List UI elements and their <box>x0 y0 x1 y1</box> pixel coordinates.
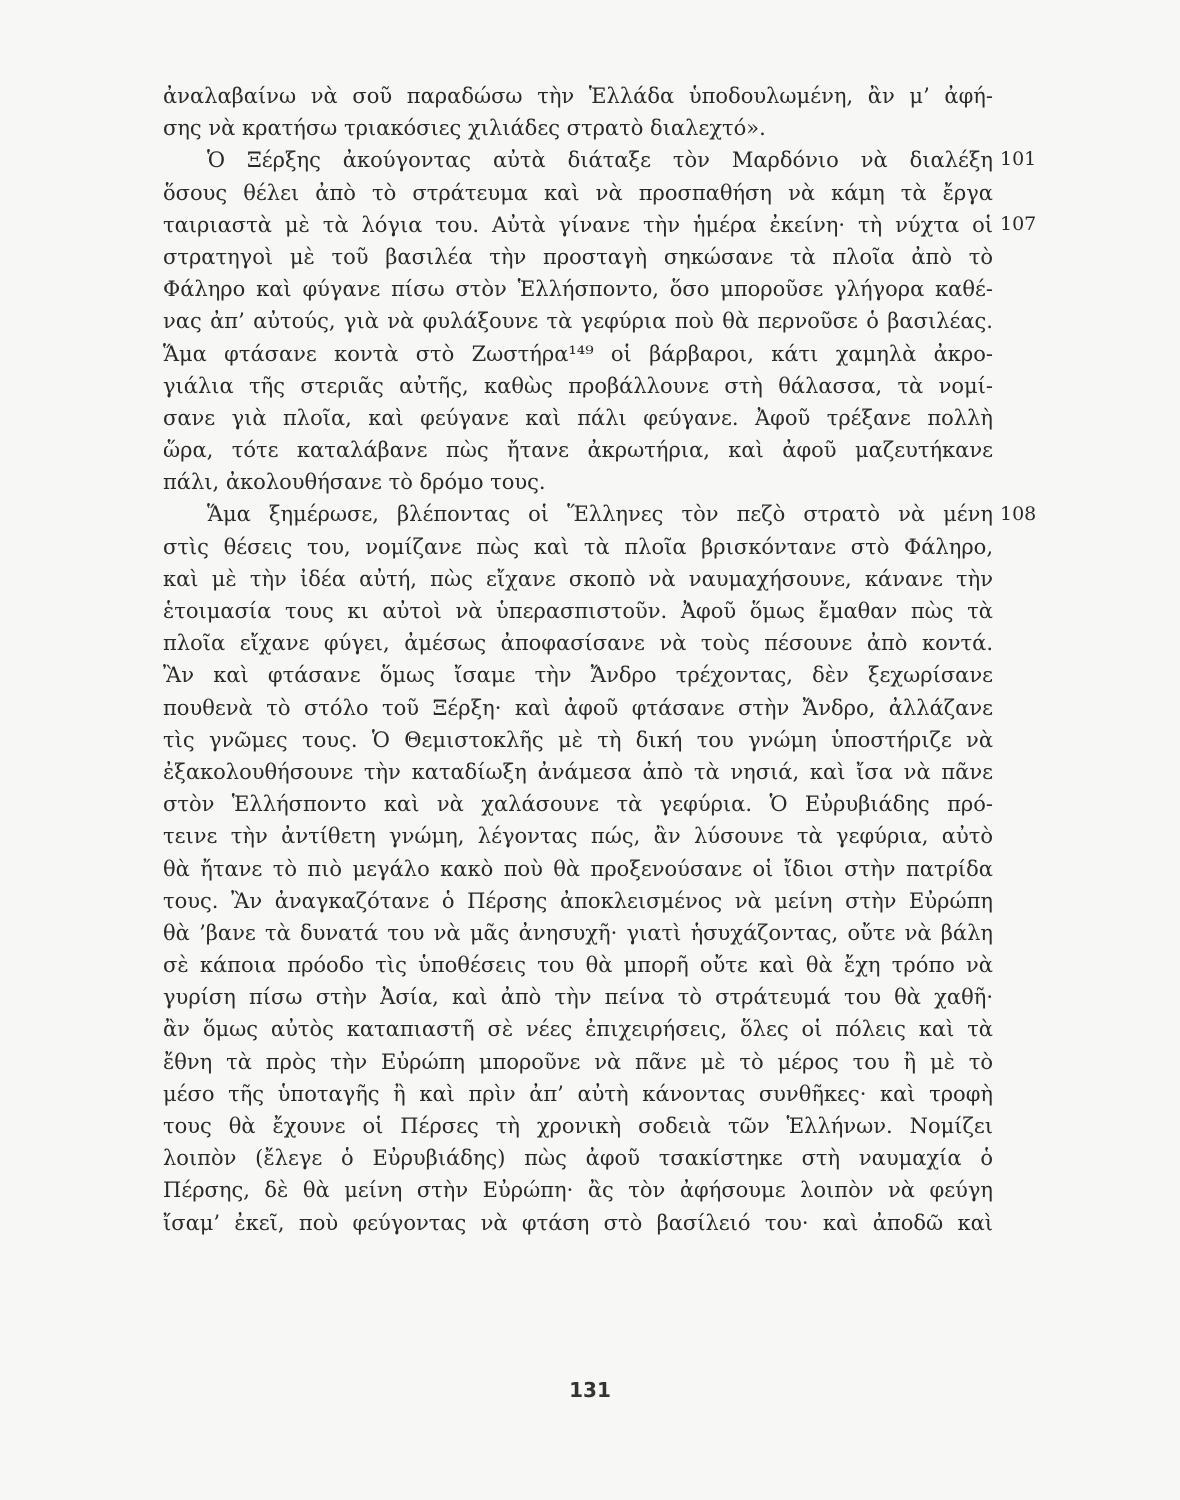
text-line: γυρίση πίσω στὴν Ἀσία, καὶ ἀπὸ τὴν πείνα τὸ στράτευμά του θὰ χαθῆ· <box>163 985 993 1010</box>
text-line: πάλι, ἀκολουθήσανε τὸ δρόμο τους. <box>163 470 546 495</box>
text-line: τὶς γνῶμες τους. Ὁ Θεμιστοκλῆς μὲ τὴ δική του γνώμη ὑποστήριζε νὰ <box>163 727 993 752</box>
text-line: ἂν ὅμως αὐτὸς καταπιαστῆ σὲ νέες ἐπιχειρήσεις, ὅλες οἱ πόλεις καὶ τὰ <box>163 1017 993 1042</box>
text-line: Ἂν καὶ φτάσανε ὅμως ἴσαμε τὴν Ἄνδρο τρέχοντας, δὲν ξεχωρίσανε <box>163 663 993 688</box>
text-line: ἔθνη τὰ πρὸς τὴν Εὐρώπη μποροῦνε νὰ πᾶνε μὲ τὸ μέρος του ἢ μὲ τὸ <box>163 1049 993 1074</box>
text-line: Φάληρο καὶ φύγανε πίσω στὸν Ἑλλήσποντο, ὅσο μποροῦσε γλήγορα καθέ- <box>163 277 993 302</box>
page-number: 131 <box>569 1378 611 1402</box>
text-line: Ἅμα ξημέρωσε, βλέποντας οἱ Ἕλληνες τὸν πεζὸ στρατὸ νὰ μένη <box>207 502 993 527</box>
text-line: τους θὰ ἔχουνε οἱ Πέρσες τὴ χρονικὴ σοδειὰ τῶν Ἑλλήνων. Νομίζει <box>163 1114 993 1138</box>
margin-number: 107 <box>1000 212 1037 235</box>
text-line: καὶ μὲ τὴν ἰδέα αὐτή, πὼς εἴχανε σκοπὸ νὰ ναυμαχήσουνε, κάνανε τὴν <box>163 566 993 591</box>
text-line: στρατηγοὶ μὲ τοῦ βασιλέα τὴν προσταγὴ σηκώσανε τὰ πλοῖα ἀπὸ τὸ <box>163 244 993 269</box>
body-text <box>163 80 993 1239</box>
text-line: στὶς θέσεις του, νομίζανε πὼς καὶ τὰ πλοῖα βρισκόντανε στὸ Φάληρο, <box>163 534 993 559</box>
margin-number: 101 <box>1000 148 1037 171</box>
text-line: πουθενὰ τὸ στόλο τοῦ Ξέρξη· καὶ ἀφοῦ φτάσανε στὴν Ἄνδρο, ἀλλάζανε <box>163 695 993 720</box>
margin-number: 108 <box>1000 502 1037 525</box>
text-line: στὸν Ἑλλήσποντο καὶ νὰ χαλάσουνε τὰ γεφύρια. Ὁ Εὐρυβιάδης πρό- <box>163 792 993 817</box>
text-line: ἐξακολουθήσουνε τὴν καταδίωξη ἀνάμεσα ἀπὸ τὰ νησιά, καὶ ἴσα νὰ πᾶνε <box>163 759 993 784</box>
text-line: τεινε τὴν ἀντίθετη γνώμη, λέγοντας πώς, ἂν λύσουνε τὰ γεφύρια, αὐτὸ <box>163 824 993 849</box>
text-line: ἴσαμ’ ἐκεῖ, ποὺ φεύγοντας νὰ φτάση στὸ βασίλειό του· καὶ ἀποδῶ καὶ <box>163 1210 993 1235</box>
text-line: Ἅμα φτάσανε κοντὰ στὸ Ζωστήρα¹⁴⁹ οἱ βάρβαροι, κάτι χαμηλὰ ἀκρο- <box>163 341 993 366</box>
text-line: ταιριαστὰ μὲ τὰ λόγια του. Αὐτὰ γίνανε τὴν ἡμέρα ἐκείνη· τὴ νύχτα οἱ <box>163 212 993 237</box>
text-line: τους. Ἂν ἀναγκαζότανε ὁ Πέρσης ἀποκλεισμένος νὰ μείνη στὴν Εὐρώπη <box>163 888 993 913</box>
text-line: ἀναλαβαίνω νὰ σοῦ παραδώσω τὴν Ἑλλάδα ὑποδουλωμένη, ἂν μ’ ἀφή- <box>163 84 993 108</box>
text-line: λοιπὸν (ἔλεγε ὁ Εὐρυβιάδης) πὼς ἀφοῦ τσακίστηκε στὴ ναυμαχία ὁ <box>163 1146 993 1171</box>
text-line: Ὁ Ξέρξης ἀκούγοντας αὐτὰ διάταξε τὸν Μαρδόνιο νὰ διαλέξη <box>207 148 993 173</box>
text-line: σης νὰ κρατήσω τριακόσιες χιλιάδες στρατὸ διαλεχτό». <box>163 116 766 141</box>
text-line: νας ἀπ’ αὐτούς, γιὰ νὰ φυλάξουνε τὰ γεφύρια ποὺ θὰ περνοῦσε ὁ βασιλέας. <box>163 309 993 334</box>
text-line: θὰ ’βανε τὰ δυνατά του νὰ μᾶς ἀνησυχῆ· γιατὶ ἡσυχάζοντας, οὔτε νὰ βάλη <box>163 920 993 945</box>
text-line: ὥρα, τότε καταλάβανε πὼς ἤτανε ἀκρωτήρια, καὶ ἀφοῦ μαζευτήκανε <box>163 438 993 463</box>
text-line: θὰ ἤτανε τὸ πιὸ μεγάλο κακὸ ποὺ θὰ προξενούσανε οἱ ἴδιοι στὴν πατρίδα <box>163 856 993 881</box>
text-line: σὲ κάποια πρόοδο τὶς ὑποθέσεις του θὰ μπορῆ οὔτε καὶ θὰ ἔχη τρόπο νὰ <box>163 953 993 978</box>
text-line: μέσο τῆς ὑποταγῆς ἢ καὶ πρὶν ἀπ’ αὐτὴ κάνοντας συνθῆκες· καὶ τροφὴ <box>163 1081 993 1106</box>
text-line: γιάλια τῆς στεριᾶς αὐτῆς, καθὼς προβάλλουνε στὴ θάλασσα, τὰ νομί- <box>163 373 993 398</box>
text-line: ὅσους θέλει ἀπὸ τὸ στράτευμα καὶ νὰ προσπαθήση νὰ κάμη τὰ ἔργα <box>163 180 993 205</box>
text-line: Πέρσης, δὲ θὰ μείνη στὴν Εὐρώπη· ἂς τὸν ἀφήσουμε λοιπὸν νὰ φεύγη <box>163 1178 993 1203</box>
text-line: σανε γιὰ πλοῖα, καὶ φεύγανε καὶ πάλι φεύγανε. Ἀφοῦ τρέξανε πολλὴ <box>163 405 993 430</box>
text-line: πλοῖα εἴχανε φύγει, ἀμέσως ἀποφασίσανε νὰ τοὺς πέσουνε ἀπὸ κοντά. <box>163 631 993 656</box>
text-line: ἑτοιμασία τους κι αὐτοὶ νὰ ὑπερασπιστοῦν. Ἀφοῦ ὅμως ἔμαθαν πὼς τὰ <box>163 599 993 623</box>
